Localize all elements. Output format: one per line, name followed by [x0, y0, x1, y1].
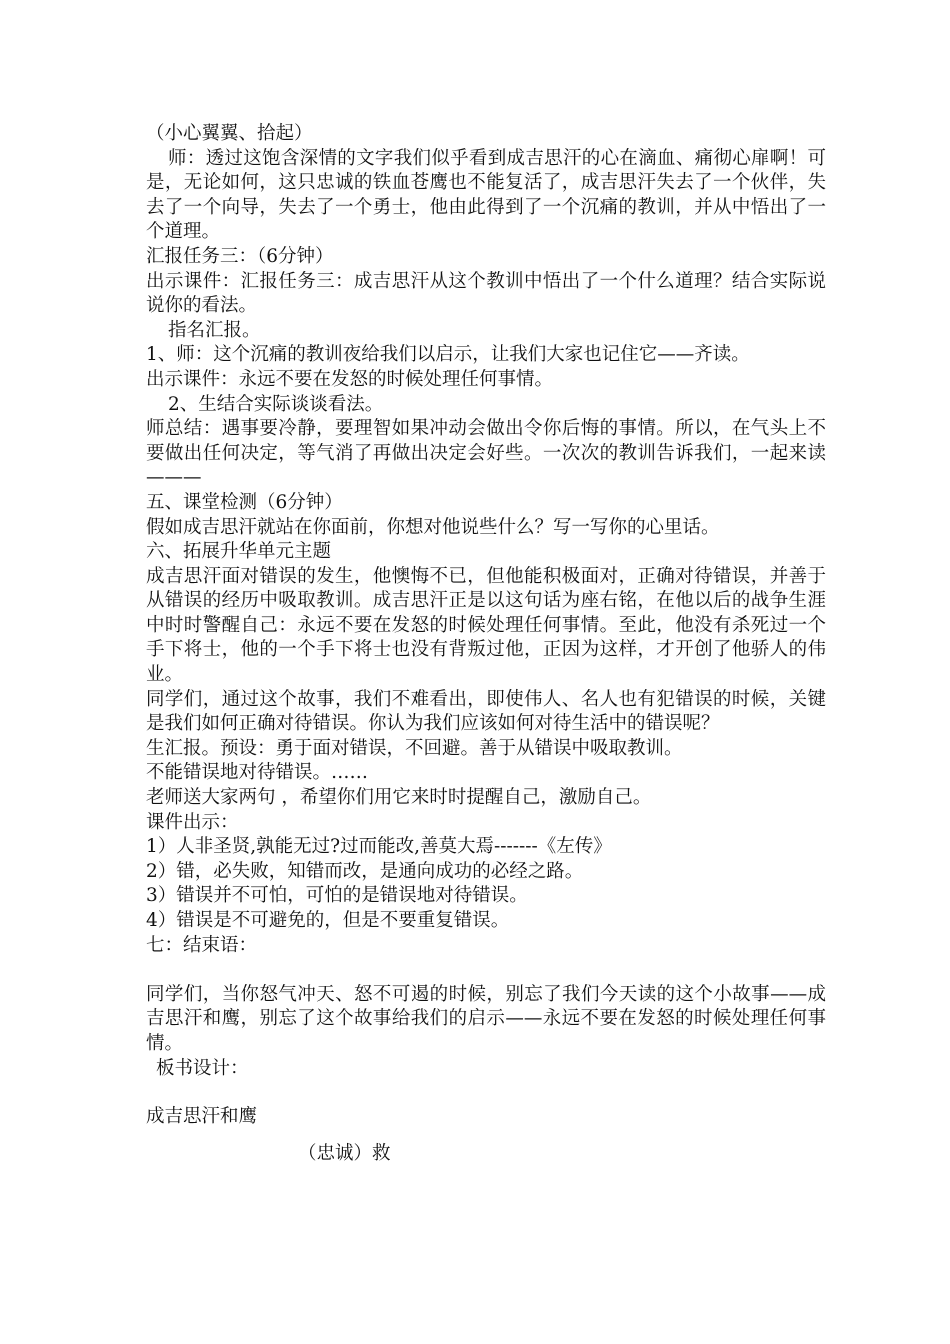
paragraph: 同学们，当你怒气冲天、怒不可遏的时候，别忘了我们今天读的这个小故事——成吉思汗和鹰，别忘了这个故事给我们的启示——永远不要在发怒的时候处理任何事情。	[146, 983, 826, 1054]
paragraph: 师：透过这饱含深情的文字我们似乎看到成吉思汗的心在滴血、痛彻心扉啊！可是，无论如何，这只忠诚的铁血苍鹰也不能复活了，成吉思汗失去了一个伙伴，失去了一个向导，失去了一个勇士，他由此得到了一个沉痛的教训，并从中悟出了一个道理。	[146, 147, 826, 243]
list-item: 1）人非圣贤,孰能无过?过而能改,善莫大焉-------《左传》	[146, 836, 612, 858]
paragraph: 不能错误地对待错误。……	[146, 762, 369, 784]
paragraph: 2、生结合实际谈谈看法。	[168, 393, 384, 415]
section-heading: 汇报任务三：（6分钟）	[146, 245, 334, 267]
paragraph: 课件出示：	[146, 811, 239, 833]
board-line: （忠诚）救	[298, 1142, 391, 1164]
paragraph: 老师送大家两句 ，希望你们用它来时时提醒自己，激励自己。	[146, 787, 652, 809]
list-item: 2）错，必失败，知错而改，是通向成功的必经之路。	[146, 860, 584, 882]
paragraph: （小心翼翼、拾起）	[146, 123, 313, 144]
paragraph: 师总结：遇事要冷静，要理智如果冲动会做出令你后悔的事情。所以，在气头上不要做出任何决定，等气消了再做出决定会好些。一次次的教训告诉我们，一起来读———	[146, 418, 826, 489]
section-heading: 五、课堂检测（6分钟）	[146, 491, 343, 513]
list-item: 3）错误并不可怕，可怕的是错误地对待错误。	[146, 885, 528, 907]
section-heading: 六、拓展升华单元主题	[146, 541, 332, 563]
blank-line	[146, 958, 826, 983]
paragraph: 1、师：这个沉痛的教训夜给我们以启示，让我们大家也记住它——齐读。	[146, 344, 750, 366]
list-item: 4）错误是不可避免的，但是不要重复错误。	[146, 910, 510, 931]
document-page	[146, 122, 826, 1166]
paragraph: 指名汇报。	[168, 319, 261, 341]
section-heading: 板书设计：	[156, 1057, 249, 1079]
paragraph: 生汇报。预设：勇于面对错误，不回避。善于从错误中吸取教训。	[146, 737, 683, 759]
paragraph: 出示课件：永远不要在发怒的时候处理任何事情。	[146, 368, 554, 390]
section-heading: 七：结束语：	[146, 934, 258, 956]
paragraph: 假如成吉思汗就站在你面前，你想对他说些什么？写一写你的心里话。	[146, 516, 720, 538]
paragraph: 成吉思汗面对错误的发生，他懊悔不已，但他能积极面对，正确对待错误，并善于从错误的经历中吸取教训。成吉思汗正是以这句话为座右铭，在他以后的战争生涯中时时警醒自己：永远不要在发怒的时候处理任何事情。至此，他没有杀死过一个手下将士，他的一个手下将士也没有背叛过他，正因为这样，才开创了他骄人的伟业。	[146, 565, 826, 686]
board-title: 成吉思汗和鹰	[146, 1106, 258, 1128]
paragraph: 出示课件：汇报任务三：成吉思汗从这个教训中悟出了一个什么道理？结合实际说说你的看法。	[146, 270, 826, 317]
paragraph: 同学们，通过这个故事，我们不难看出，即使伟人、名人也有犯错误的时候，关键是我们如何正确对待错误。你认为我们应该如何对待生活中的错误呢？	[146, 688, 826, 735]
